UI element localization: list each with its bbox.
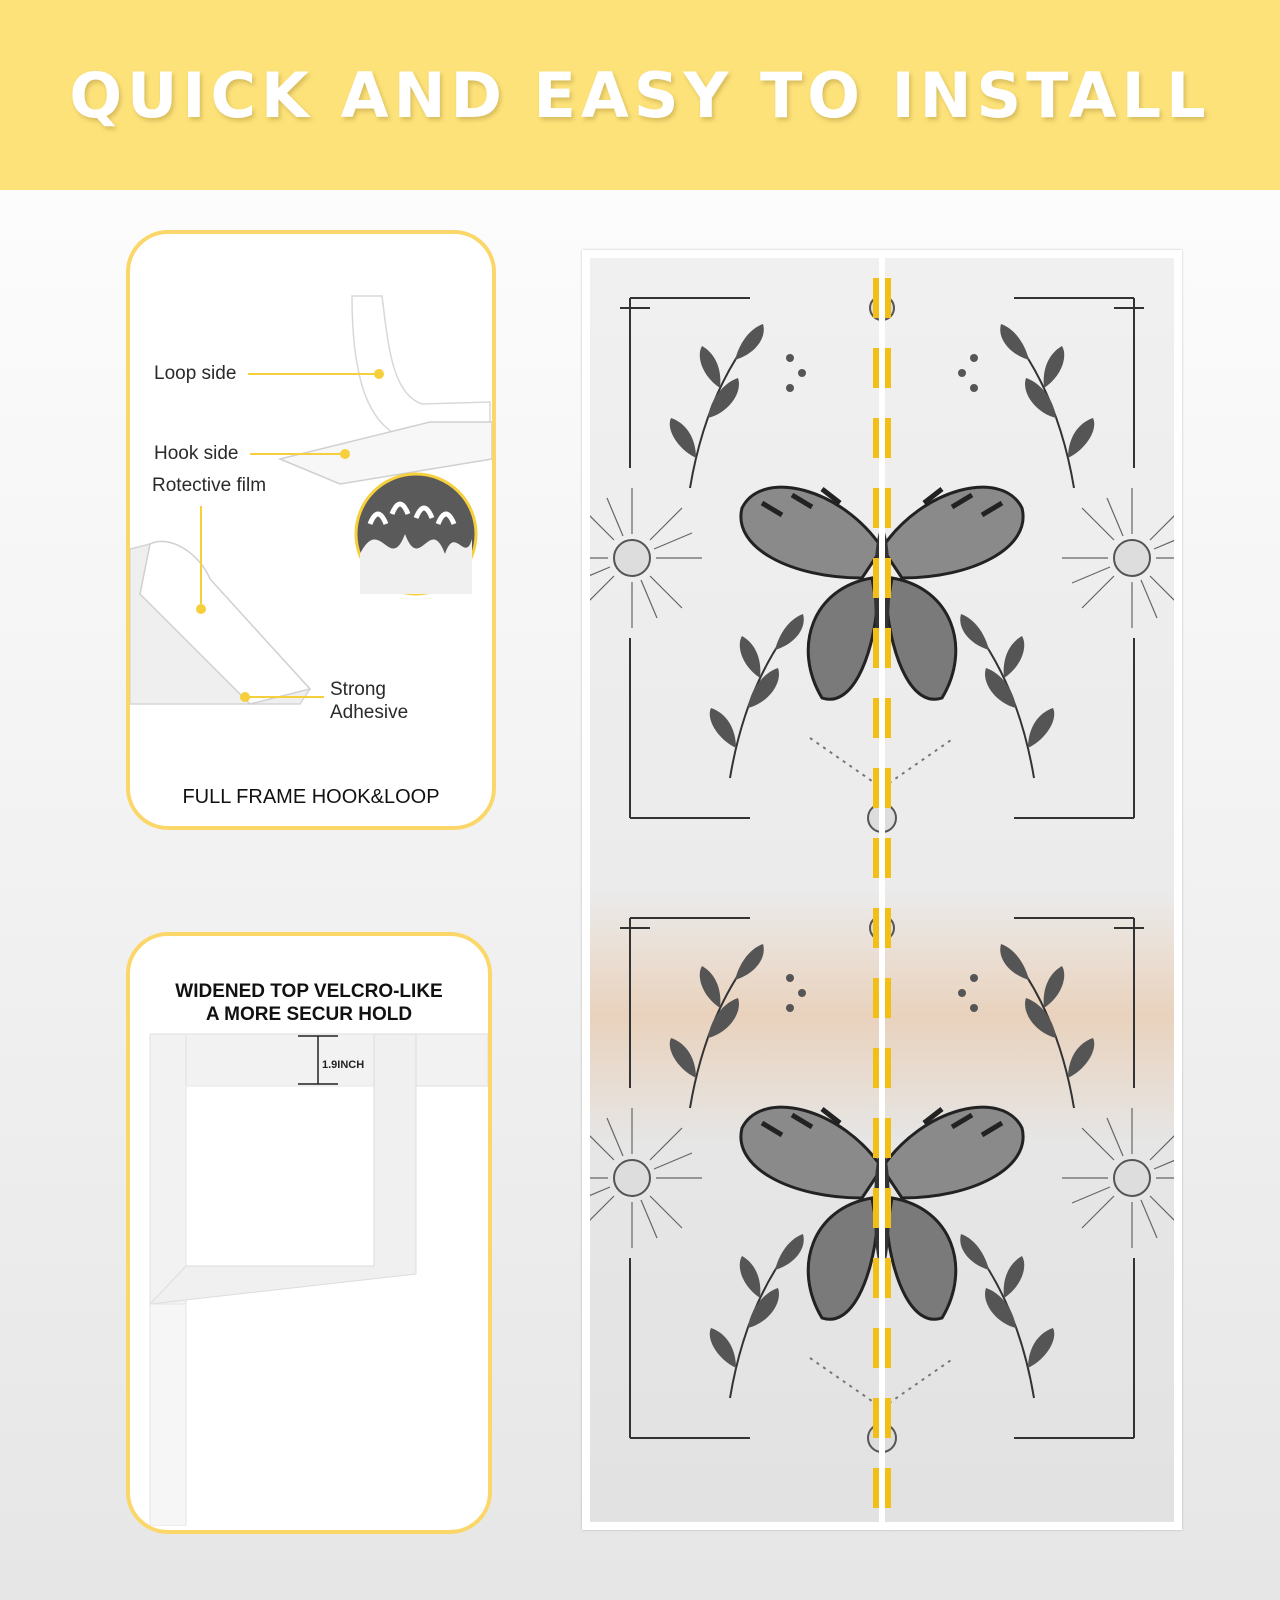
hook-loop-tape-illustration <box>130 234 492 764</box>
header-banner <box>0 0 1280 190</box>
widened-velcro-card <box>126 932 492 1534</box>
page-title: QUICK AND EASY TO INSTALL <box>69 58 1211 132</box>
loop-side-label: Loop side <box>154 363 237 384</box>
protective-film-label: Rotective film <box>152 475 267 496</box>
door-pattern <box>590 258 1174 1522</box>
hook-zoom-icon <box>356 474 476 594</box>
strong-adhesive-label-line2: Adhesive <box>330 702 409 723</box>
strong-adhesive-leader <box>248 696 324 698</box>
protective-film-marker <box>196 604 206 614</box>
strong-adhesive-label-line1: Strong <box>330 679 386 700</box>
protective-film-leader <box>200 506 202 604</box>
velcro-title-line1: WIDENED TOP VELCRO-LIKE <box>175 981 443 1002</box>
velcro-title-line2: A MORE SECUR HOLD <box>205 1004 413 1025</box>
hook-side-label: Hook side <box>154 443 239 464</box>
hook-side-leader <box>250 453 344 455</box>
hook-side-marker <box>340 449 350 459</box>
velcro-frame-illustration <box>130 1026 488 1526</box>
magnetic-door-screen <box>582 250 1182 1530</box>
hook-loop-caption: FULL FRAME HOOK&LOOP <box>182 786 440 808</box>
loop-side-marker <box>374 369 384 379</box>
loop-side-leader <box>248 373 378 375</box>
hook-loop-card <box>126 230 496 830</box>
velcro-dimension-label: 1.9INCH <box>322 1059 365 1071</box>
